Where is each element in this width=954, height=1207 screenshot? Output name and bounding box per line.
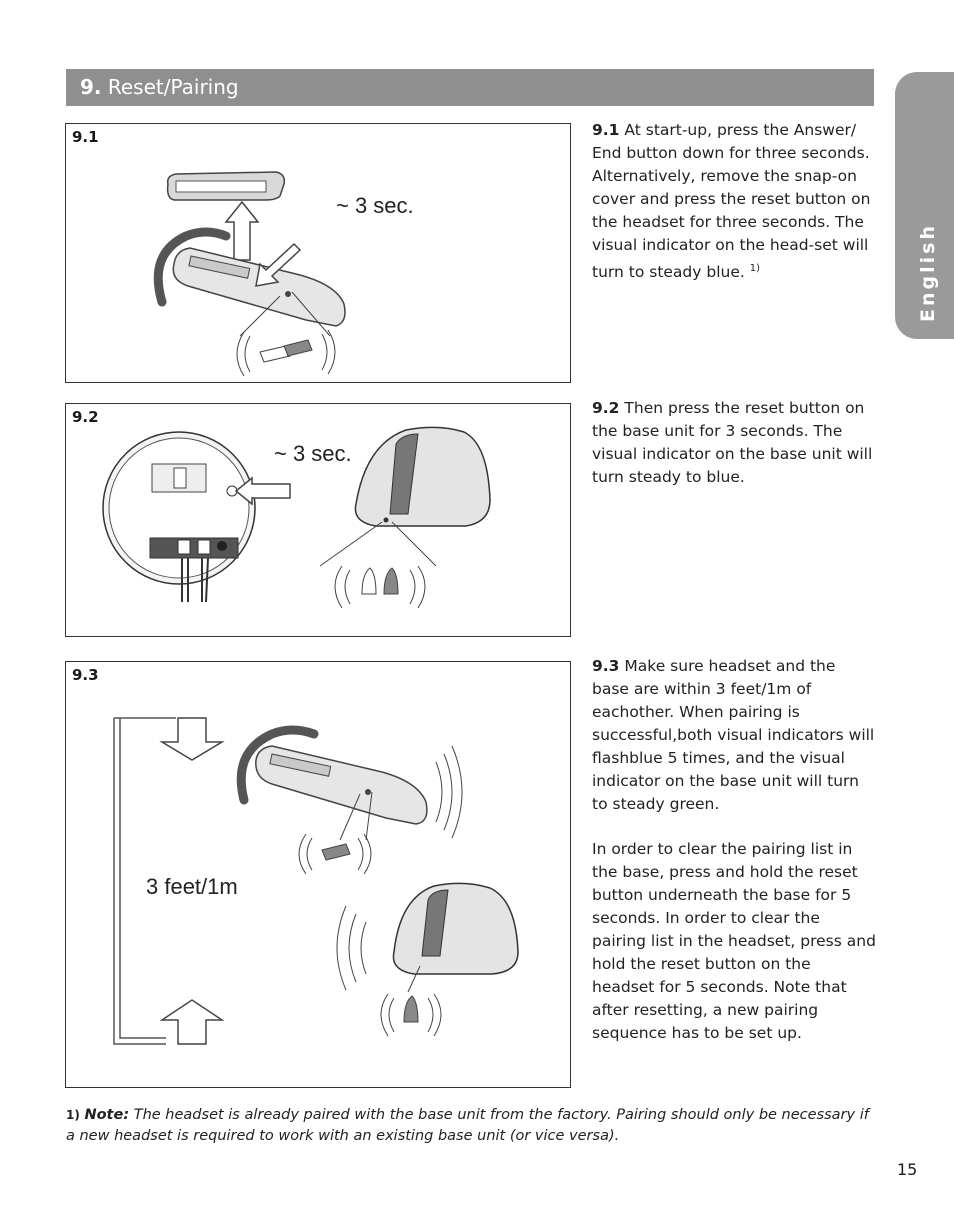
step-9-2-text [592, 397, 877, 489]
step-number: 9.2 [592, 399, 620, 417]
footnote [66, 1105, 876, 1147]
section-number: 9. [80, 75, 102, 99]
language-tab-label: English [917, 223, 939, 322]
figure-9-1 [65, 123, 571, 383]
led-indicator-icon [381, 994, 441, 1036]
figure-label: 9.2 [72, 408, 99, 426]
duration-callout: ~ 3 sec. [274, 441, 352, 466]
figure-label: 9.1 [72, 128, 99, 146]
duration-callout: ~ 3 sec. [336, 193, 414, 218]
step-9-3-text [592, 655, 877, 816]
footnote-note-label: Note: [84, 1107, 130, 1123]
snap-on-cover-illustration [168, 172, 285, 200]
clear-pairing-text: In order to clear the pairing list in the base, press and hold the reset button underneath the base for 5 seconds. In order to clear the pairing list in the headset, press and hold the reset button on the headset for 5 seconds. Note that after resetting, a new pairing sequence has to be set up. [592, 840, 876, 1042]
headset-illustration [158, 232, 345, 326]
footnote-text: The headset is already paired with the base unit from the factory. Pairing should only be necessary if a new headset is required to work with an existing base unit (or vice versa). [66, 1107, 869, 1144]
led-indicator-icon [237, 330, 335, 376]
signal-waves-icon [337, 906, 366, 990]
step-body: Then press the reset button on the base unit for 3 seconds. The visual indicator on the base unit will turn steady to blue. [592, 399, 873, 486]
footnote-marker: 1) [66, 1108, 80, 1122]
base-reset-illustration [66, 404, 572, 638]
signal-waves-icon [436, 746, 462, 838]
headset-illustration [241, 730, 427, 824]
figure-9-2 [65, 403, 571, 637]
section-title: Reset/Pairing [107, 75, 239, 99]
led-indicator-icon [335, 566, 425, 608]
page-number: 15 [897, 1160, 918, 1179]
led-indicator-icon [299, 834, 371, 874]
base-unit-illustration [393, 883, 518, 974]
language-tab [895, 72, 954, 339]
headset-reset-illustration [66, 124, 572, 384]
footnote-ref: 1) [749, 263, 761, 274]
step-number: 9.3 [592, 657, 620, 675]
step-body: At start-up, press the Answer/ End button down for three seconds. Alternatively, remove the snap-on cover and press the reset button on the headset for three seconds. The visual indicator on the head-set will turn to steady blue. [592, 121, 871, 282]
figure-9-3 [65, 661, 571, 1088]
step-9-1-text [592, 119, 877, 284]
up-arrow-icon [226, 202, 258, 260]
step-number: 9.1 [592, 121, 620, 139]
step-body: Make sure headset and the base are within 3 feet/1m of eachother. When pairing is successful,both visual indicators will flashblue 5 times, and the visual indicator on the base unit will turn to steady green. [592, 657, 875, 813]
base-unit-illustration [355, 427, 490, 526]
distance-callout: 3 feet/1m [146, 874, 238, 899]
base-underside-illustration [103, 432, 255, 602]
down-arrow-icon [162, 718, 222, 760]
figure-label: 9.3 [72, 666, 99, 684]
up-arrow-icon [162, 1000, 222, 1044]
pairing-distance-illustration [66, 662, 572, 1089]
section-header [66, 69, 874, 106]
